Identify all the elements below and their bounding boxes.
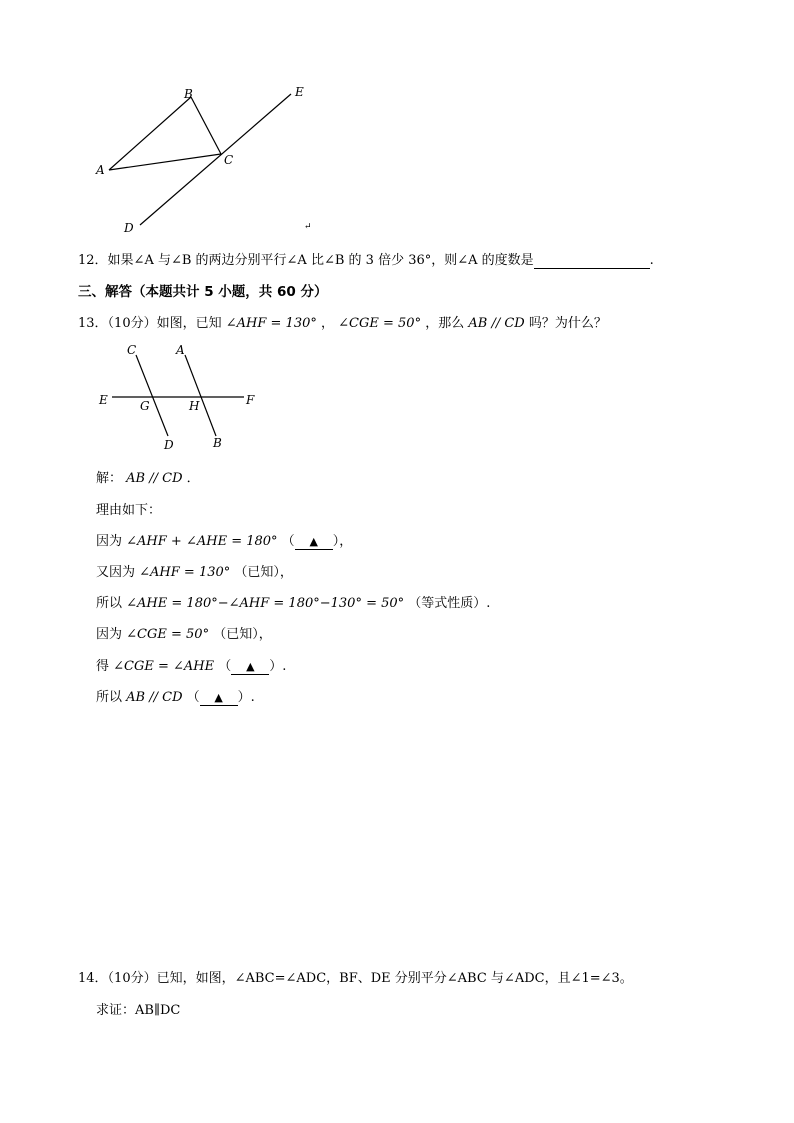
conclusion-end: ．: [186, 471, 200, 486]
line6-prefix: 所以: [96, 690, 123, 705]
label-c: C: [127, 343, 137, 357]
question-13-number: 13．: [78, 316, 108, 331]
answer-blank-3[interactable]: ▲: [200, 691, 238, 706]
solution-line-5: [96, 655, 286, 675]
conclusion-parallel: AB // CD: [126, 471, 183, 486]
question-suffix: 吗？为什么？: [528, 316, 607, 331]
line4-reason: （已知），: [213, 627, 272, 642]
label-e: E: [99, 393, 108, 407]
line5-close: ）.: [269, 659, 287, 674]
label-b: B: [213, 436, 222, 450]
label-a: A: [176, 343, 185, 357]
question-12: [78, 249, 654, 269]
comma: ，: [321, 316, 335, 331]
question-14-text: 已知，如图，∠ABC=∠ADC，BF、DE 分别平分∠ABC 与∠ADC，且∠1=∠3。: [156, 971, 633, 986]
question-14-number: 14．: [78, 971, 108, 986]
line1-open: （: [281, 534, 295, 549]
label-a: A: [96, 163, 105, 177]
line1-prefix: 因为: [96, 534, 123, 549]
line-ab: [185, 355, 216, 436]
line-de: [140, 94, 291, 225]
question-prefix: ，那么: [425, 316, 465, 331]
line3-reason: （等式性质）.: [408, 596, 491, 611]
line3-prefix: 所以: [96, 596, 123, 611]
question-12-end: .: [649, 253, 654, 268]
answer-blank-2[interactable]: ▲: [231, 660, 269, 675]
line6-open: （: [186, 690, 200, 705]
question-13: [78, 312, 607, 331]
question-14-prove: 求证：AB∥DC: [96, 1003, 181, 1018]
question-12-number: 12．: [78, 253, 108, 268]
question-14-score: （10分）: [107, 971, 157, 986]
line6-math: AB // CD: [126, 690, 183, 705]
solution-line-jie: [96, 467, 200, 486]
label-g: G: [140, 399, 150, 413]
solution-line-2: [96, 561, 293, 580]
label-e: E: [295, 85, 304, 99]
answer-blank-12[interactable]: [534, 253, 650, 269]
jie-label: 解：: [96, 471, 123, 486]
label-b: B: [184, 87, 193, 101]
label-f: F: [246, 393, 255, 407]
line2-reason: （已知），: [234, 565, 293, 580]
label-c: C: [224, 153, 234, 167]
line6-close: ）.: [237, 690, 255, 705]
line2-prefix: 又因为: [96, 565, 136, 580]
label-d: D: [164, 438, 174, 452]
segment-ab: [109, 97, 191, 170]
line1-math: ∠AHF + ∠AHE = 180°: [126, 534, 278, 549]
segment-ac: [109, 154, 221, 170]
solution-line-1: [96, 530, 352, 550]
answer-blank-1[interactable]: ▲: [295, 535, 333, 550]
reason-intro: 理由如下：: [96, 503, 162, 518]
question-parallel: AB // CD: [468, 316, 525, 331]
figure-parallel-lines: [92, 338, 272, 454]
segment-bc: [191, 97, 221, 154]
section-3-heading: 三、解答（本题共计 5 小题，共 60 分）: [78, 284, 328, 300]
figure-triangle-abc: [88, 80, 328, 240]
line5-math: ∠CGE = ∠AHE: [113, 659, 215, 674]
line4-math: ∠CGE = 50°: [126, 627, 210, 642]
question-12-text: 如果∠A 与∠B 的两边分别平行∠A 比∠B 的 3 倍少 36°，则∠A 的度数是: [107, 253, 534, 268]
line5-prefix: 得: [96, 659, 110, 674]
line5-open: （: [218, 659, 232, 674]
label-d: D: [124, 221, 134, 235]
question-14: [78, 967, 633, 986]
solution-line-6: [96, 686, 255, 706]
line2-math: ∠AHF = 130°: [139, 565, 231, 580]
label-h: H: [189, 399, 200, 413]
line4-prefix: 因为: [96, 627, 123, 642]
line3-math: ∠AHE = 180°−∠AHF = 180°−130° = 50°: [126, 596, 405, 611]
given-angle-cge: ∠CGE = 50°: [338, 316, 422, 331]
question-13-score: （10分）: [107, 316, 157, 331]
given-angle-ahf: ∠AHF = 130°: [225, 316, 317, 331]
line-cd: [136, 355, 168, 436]
return-mark: ↵: [304, 222, 312, 232]
solution-line-4: [96, 623, 272, 642]
question-13-intro: 如图，已知: [156, 316, 222, 331]
line1-close: ），: [332, 534, 353, 549]
solution-line-3: [96, 592, 490, 611]
